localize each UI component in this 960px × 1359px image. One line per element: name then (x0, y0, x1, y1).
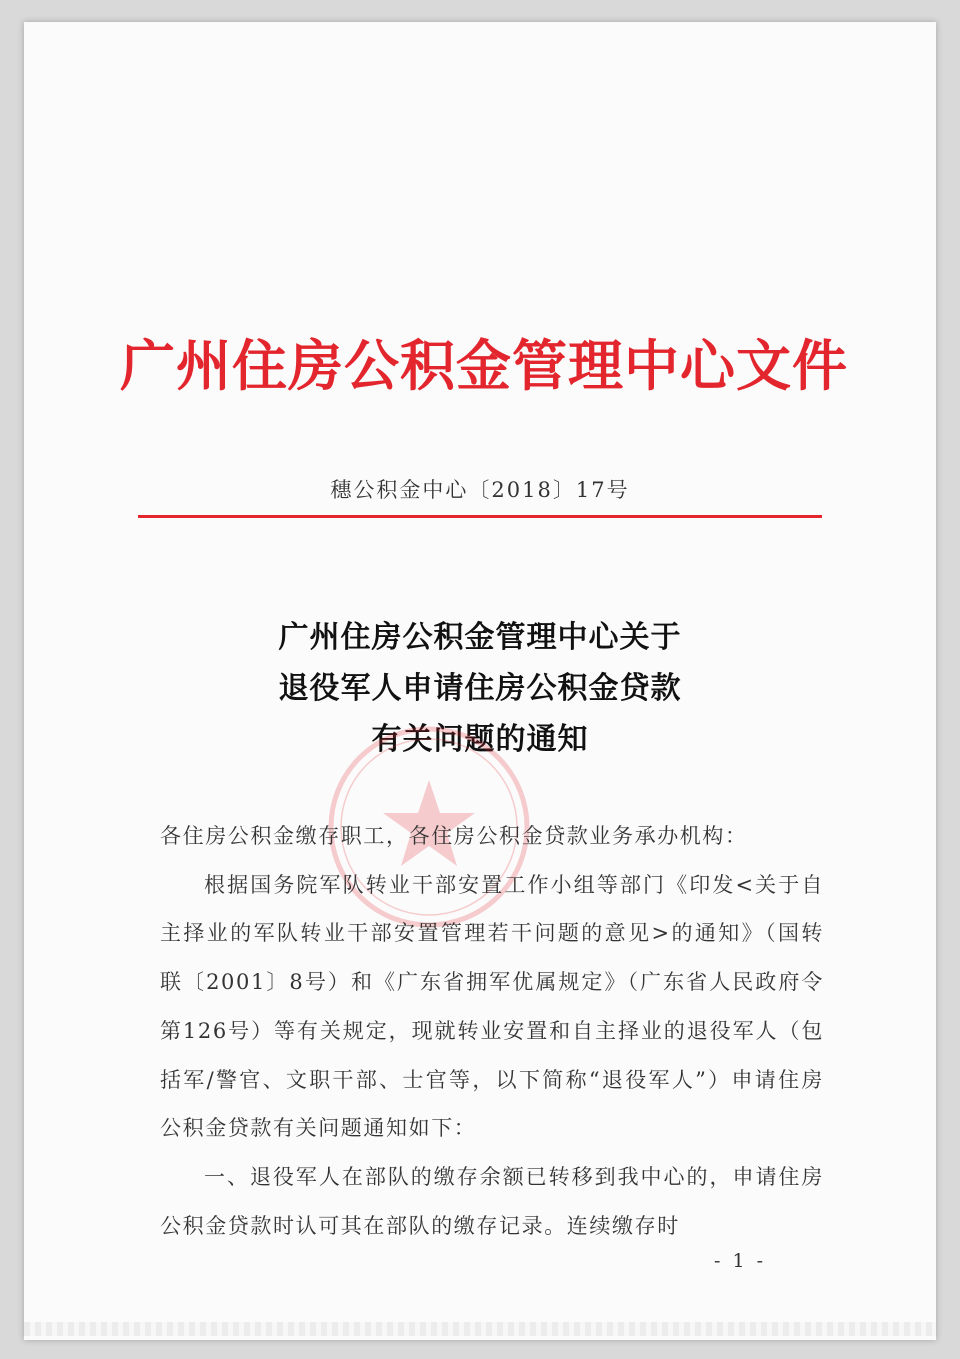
document-body (160, 812, 824, 1250)
body-paragraph-2: 一、退役军人在部队的缴存余额已转移到我中心的，申请住房公积金贷款时认可其在部队的缴存记录。连续缴存时 (160, 1164, 824, 1238)
document-masthead: 广州住房公积金管理中心文件 (119, 333, 848, 398)
title-line-2: 退役军人申请住房公积金贷款 (278, 671, 682, 706)
salutation: 各住房公积金缴存职工，各住房公积金贷款业务承办机构： (160, 824, 748, 848)
red-separator-line (138, 515, 822, 518)
title-line-1: 广州住房公积金管理中心关于 (278, 620, 682, 655)
scan-edge-strip (24, 1322, 936, 1336)
body-paragraph-1: 根据国务院军队转业干部安置工作小组等部门《印发<关于自主择业的军队转业干部安置管理若干问题的意见>的通知》（国转联〔2001〕8号）和《广东省拥军优属规定》（广东省人民政府令第126号）等有关规定，现就转业安置和自主择业的退役军人（包括军/警官、文职干部、士官等，以下简称“退役军人”）申请住房公积金贷款有关问题通知如下： (160, 872, 824, 1141)
document-page (24, 22, 936, 1340)
page-number: - 1 - (714, 1250, 767, 1272)
title-line-3: 有关问题的通知 (371, 722, 589, 757)
document-number: 穗公积金中心〔2018〕17号 (330, 478, 630, 502)
